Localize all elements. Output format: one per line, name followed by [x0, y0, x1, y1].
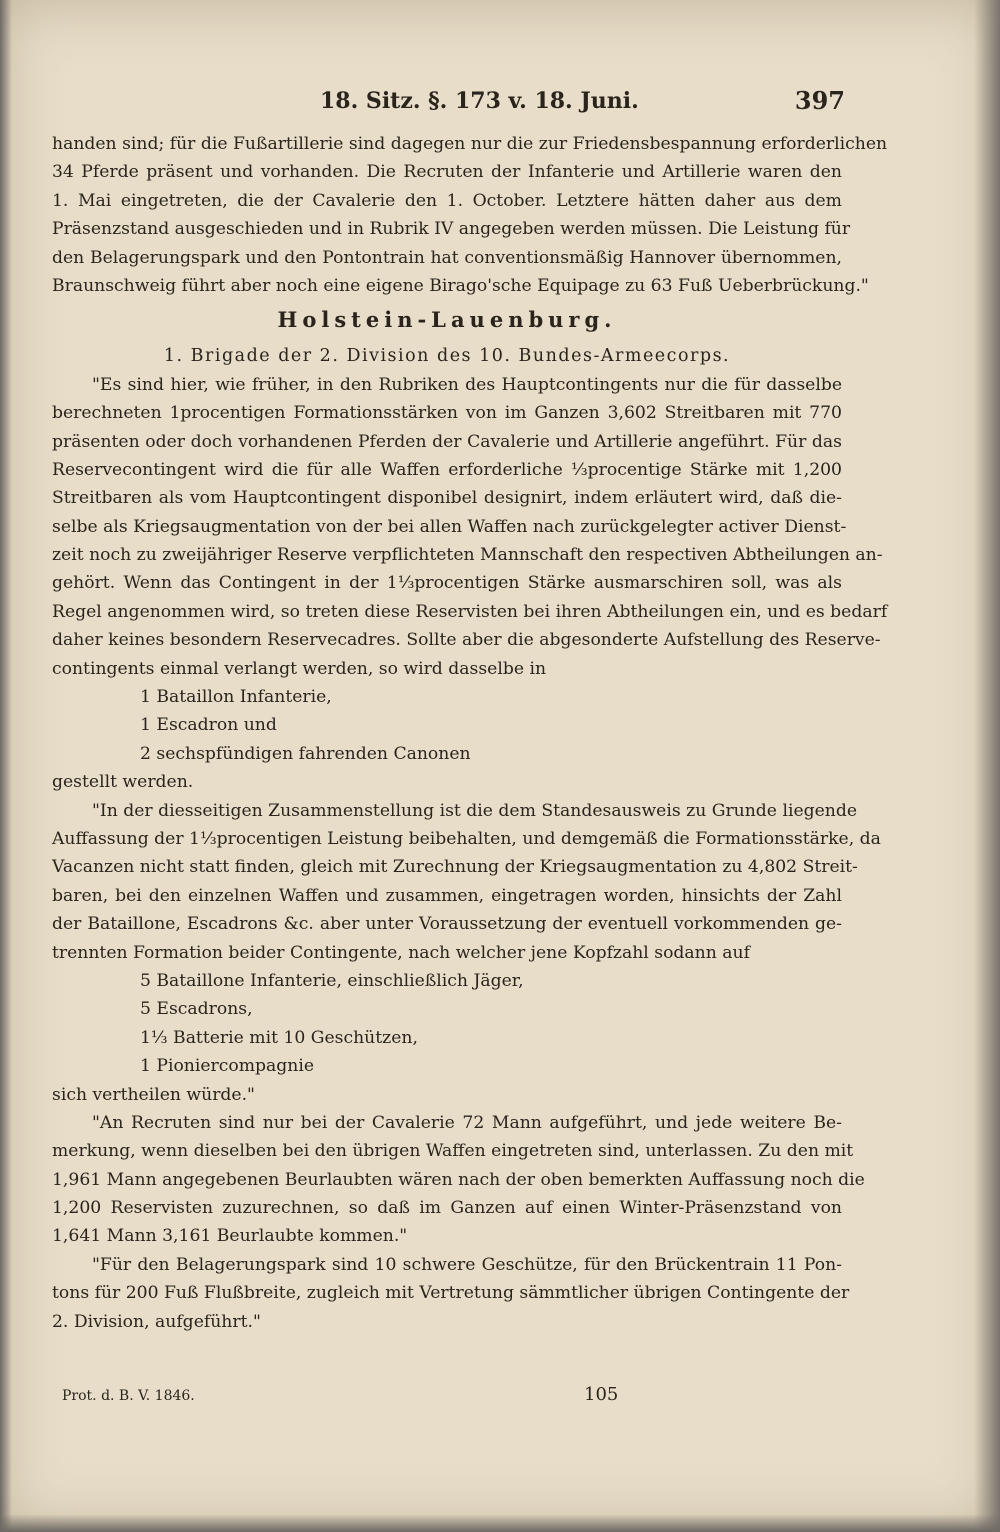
text-line: zeit noch zu zweijähriger Reserve verpflichteten Mannschaft den respectiven Abtheilungen an- [52, 545, 883, 566]
paragraph-5 [52, 1251, 850, 1336]
text-line: "Es sind hier, wie früher, in den Rubriken des Hauptcontingents nur die für dasselbe [92, 374, 842, 395]
text-line: den Belagerungspark und den Pontontrain hat conventionsmäßig Hannover übernommen, [52, 247, 842, 268]
text-line: baren, bei den einzelnen Waffen und zusammen, eingetragen worden, hinsichts der Zahl [52, 885, 842, 906]
text-line: gehört. Wenn das Contingent in der 1⅓procentigen Stärke ausmarschiren soll, was als [52, 573, 842, 594]
text-line: handen sind; für die Fußartillerie sind dagegen nur die zur Friedensbespannung erforderlichen [52, 134, 888, 154]
list-item: 1⅓ Batterie mit 10 Geschützen, [140, 1027, 418, 1048]
text-line: sich vertheilen würde." [52, 1084, 255, 1105]
text-line: Vacanzen nicht statt finden, gleich mit Zurechnung der Kriegsaugmentation zu 4,802 Streit- [52, 857, 858, 878]
section-subtitle: 1. Brigade der 2. Division des 10. Bundes-Armeecorps. [163, 346, 731, 367]
text-line: 2. Division, aufgeführt." [52, 1311, 261, 1332]
list-item: 1 Bataillon Infanterie, [140, 687, 332, 708]
list-item: 1 Pioniercompagnie [140, 1056, 315, 1077]
text-line: 1,200 Reservisten zuzurechnen, so daß im Ganzen auf einen Winter-Präsenzstand von [52, 1198, 842, 1219]
page-bottom-edge-shadow [0, 1514, 1000, 1532]
text-line: merkung, wenn dieselben bei den übrigen Waffen eingetreten sind, unterlassen. Zu den mit [52, 1141, 854, 1162]
text-line: gestellt werden. [52, 772, 194, 793]
text-line: Präsenzstand ausgeschieden und in Rubrik IV angegeben werden müssen. Die Leistung für [52, 219, 851, 240]
page-header [320, 86, 845, 120]
text-line: selbe als Kriegsaugmentation von der bei allen Waffen nach zurückgelegter activer Dienst- [52, 516, 847, 537]
text-line: berechneten 1procentigen Formationsstärken von im Ganzen 3,602 Streitbaren mit 770 [52, 403, 842, 424]
list-item: 2 sechspfündigen fahrenden Canonen [140, 743, 471, 764]
text-line: daher keines besondern Reservecadres. Sollte aber die abgesonderte Aufstellung des Reserve- [52, 630, 881, 651]
page-body [52, 130, 888, 1336]
paragraph-2 [52, 371, 888, 683]
list-item: 5 Bataillone Infanterie, einschließlich Jäger, [140, 970, 524, 991]
list-2 [52, 967, 842, 1081]
text-line: Regel angenommen wird, so treten diese Reservisten bei ihren Abtheilungen ein, und es bedarf [52, 601, 888, 622]
text-line: 1. Mai eingetreten, die der Cavalerie den 1. October. Letztere hätten daher aus dem [52, 190, 842, 211]
text-line: Braunschweig führt aber noch eine eigene Birago'sche Equipage zu 63 Fuß Ueberbrückung." [52, 275, 869, 296]
sheet-number: 105 [584, 1384, 619, 1405]
paragraph-3 [52, 797, 881, 967]
text-line: präsenten oder doch vorhandenen Pferden der Cavalerie und Artillerie angeführt. Für das [52, 431, 842, 452]
list-1 [52, 683, 842, 768]
text-line: der Bataillone, Escadrons &c. aber unter Voraussetzung der eventuell vorkommenden ge- [52, 914, 842, 935]
text-line: Auffassung der 1⅓procentigen Leistung beibehalten, und demgemäß die Formationsstärke, da [52, 828, 881, 849]
sheet-signature: Prot. d. B. V. 1846. [62, 1388, 195, 1404]
page-right-edge-shadow [974, 0, 1000, 1532]
text-line: tons für 200 Fuß Flußbreite, zugleich mit Vertretung sämmtlicher übrigen Contingente der [52, 1283, 850, 1304]
text-line: "Für den Belagerungspark sind 10 schwere Geschütze, für den Brückentrain 11 Pon- [92, 1254, 842, 1275]
paragraph-1 [52, 130, 888, 300]
page-left-edge-shadow [0, 0, 12, 1532]
text-line: Streitbaren als vom Hauptcontingent disponibel designirt, indem erläutert wird, daß die- [52, 488, 842, 509]
text-line: "An Recruten sind nur bei der Cavalerie 72 Mann aufgeführt, und jede weitere Be- [92, 1112, 842, 1133]
paragraph-4 [52, 1109, 865, 1251]
page-footer [62, 1384, 822, 1414]
list-item: 1 Escadron und [140, 715, 277, 736]
section-title: Holstein-Lauenburg. [277, 307, 617, 333]
text-line: 34 Pferde präsent und vorhanden. Die Recruten der Infanterie und Artillerie waren den [52, 162, 842, 183]
text-line: "In der diesseitigen Zusammenstellung ist die dem Standesausweis zu Grunde liegende [92, 800, 858, 821]
text-line: Reservecontingent wird die für alle Waffen erforderliche ⅓procentige Stärke mit 1,200 [52, 459, 842, 480]
text-line: 1,641 Mann 3,161 Beurlaubte kommen." [52, 1226, 408, 1247]
list-item: 5 Escadrons, [140, 999, 253, 1020]
text-line: 1,961 Mann angegebenen Beurlaubten wären nach der oben bemerkten Auffassung noch die [52, 1169, 865, 1190]
text-line: contingents einmal verlangt werden, so wird dasselbe in [52, 658, 547, 679]
running-head: 18. Sitz. §. 173 v. 18. Juni. [320, 88, 639, 114]
text-line: trennten Formation beider Contingente, nach welcher jene Kopfzahl sodann auf [52, 942, 750, 963]
page-number: 397 [794, 86, 845, 115]
